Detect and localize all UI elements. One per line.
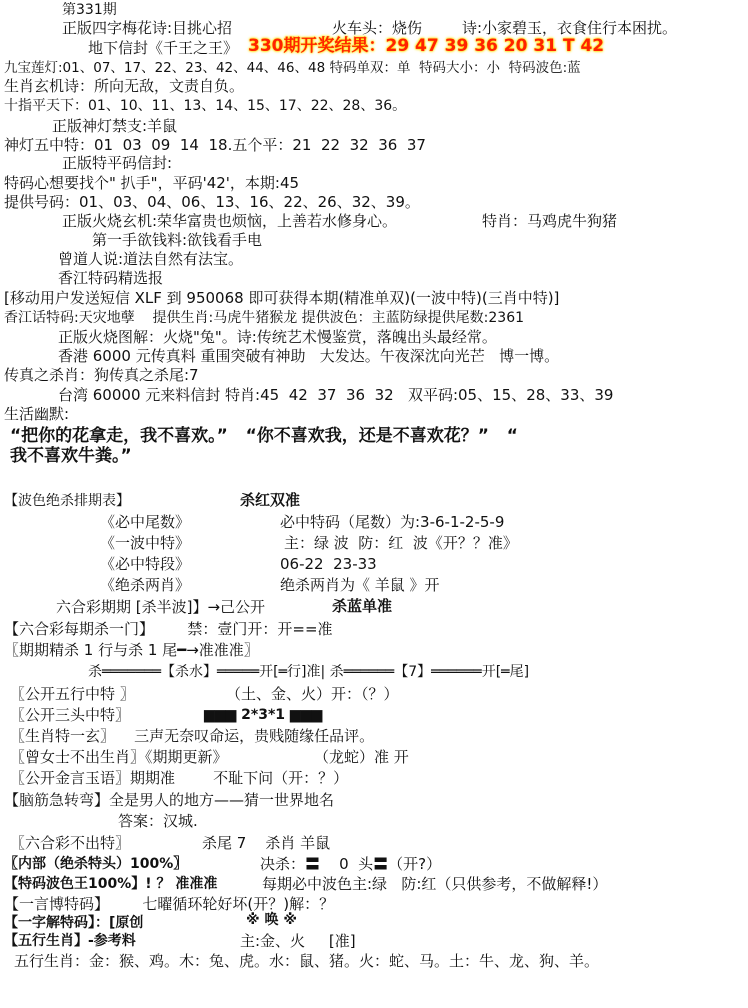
issue-number: 第331期 <box>62 2 117 18</box>
tail-value: 必中特码（尾数）为:3-6-1-2-5-9 <box>280 513 505 531</box>
taiwan-line: 台湾 60000 元来料信封 特肖:45 42 37 36 32 双平码:05、15、28、33、39 <box>58 386 614 404</box>
underground-envelope: 地下信封《千王之王》 <box>88 39 239 57</box>
ten-fingers-line: 十指平天下：01、10、11、13、14、15、17、22、28、36。 <box>4 98 407 114</box>
lamp-five-line: 神灯五中特：01 03 09 14 18.五个平：21 22 32 36 37 <box>4 136 426 154</box>
fax-kill-line: 传真之杀肖：狗传真之杀尾:7 <box>4 366 199 384</box>
kill-one-door: 【六合彩每期杀一门】 禁：壹门开：开==准 <box>4 620 333 638</box>
riddle: 【脑筋急转弯】全是男人的地方——猜一世界地名 <box>4 791 335 809</box>
humor-title: 生活幽默: <box>4 405 70 423</box>
five-zodiac-list: 五行生肖：金：猴、鸡。木：兔、虎。水：鼠、猪。火：蛇、马。土：牛、龙、狗、羊。 <box>14 952 600 970</box>
fire-mystery: 正版火烧玄机:荣华富贵也烦恼，上善若水修身心。 <box>62 212 398 230</box>
zodiac-mystery: 〖生肖特一玄〗 三声无奈叹命运，贵贱随缘任品评。 <box>10 727 375 745</box>
golden-words: 〖公开金言玉语〗期期准 不耻下问（开：？） <box>10 769 349 787</box>
three-heads-value: ▆▆▆ 2*3*1 ▆▆▆ <box>204 707 323 723</box>
sms-notice: [移动用户发送短信 XLF 到 950068 即可获得本期(精准单双)(一波中特)(三肖中特)] <box>4 289 560 307</box>
lotus-lamp-line: 九宝莲灯:01、07、17、22、23、42、44、46、48 特码单双：单 特码大小：小 特码波色:蓝 <box>4 60 581 76</box>
inner-kill-label: 〖内部（绝杀特头）100%〗 <box>4 856 188 872</box>
first-hand-line: 第一手欲钱料:欲钱看手电 <box>92 231 263 249</box>
one-wave-value: 主：绿 波 防：红 波《开？？准》 <box>284 534 518 552</box>
tail-label: 《必中尾数》 <box>100 513 191 531</box>
five-zodiac-main: 主:金、火 [准] <box>240 932 356 950</box>
xiangjiang-line: 香江话特码:天灾地孽 提供生肖:马虎牛猪猴龙 提供波色：主蓝防绿提供尾数:2361 <box>4 310 525 326</box>
ms-zodiac-label: 〖曾女士不出生肖〗《期期更新》 <box>10 748 228 766</box>
five-elements-value: （土、金、火）开：（？） <box>226 685 399 703</box>
five-zodiac-label: 【五行生肖】-参考料 <box>4 933 136 949</box>
kill-element-line: 杀═══════【杀水】═════开[═行]准| 杀══════【7】══════开[═尾] <box>88 664 530 680</box>
five-elements-label: 〖公开五行中特 〗 <box>10 685 135 703</box>
hongkong-report: 香江特码精选报 <box>58 269 164 287</box>
taoist-line: 曾道人说:道法自然有法宝。 <box>58 250 244 268</box>
one-wave-label: 《一波中特》 <box>100 534 191 552</box>
segment-value: 06-22 23-33 <box>280 555 377 573</box>
inner-kill-value: 决杀：〓 0 头〓（开?） <box>260 855 442 873</box>
train-head: 火车头：烧伤 <box>332 19 423 37</box>
humor-quote-1: “把你的花拿走，我不喜欢。” “你不喜欢我，还是不喜欢花？” “ <box>10 426 518 446</box>
no-special-value: 杀尾 7 杀肖 羊鼠 <box>202 834 331 852</box>
one-word-special: 【一言博特码】 七曜循环轮好坏(开？)解：？ <box>4 895 335 913</box>
color-kill-table-title: 【波色绝杀排期表】 <box>4 493 130 509</box>
kill-blue-label: 杀蓝单准 <box>332 597 393 615</box>
one-char-value: ※ 唤 ※ <box>246 912 297 928</box>
provided-numbers: 提供号码：01、03、04、06、13、16、22、26、32、39。 <box>4 193 420 211</box>
special-envelope: 正版特平码信封: <box>62 154 173 172</box>
draw-result: 330期开奖结果：29 47 39 36 20 31 T 42 <box>248 36 605 56</box>
wave-king-value: 每期必中波色主:绿 防:红（只供参考，不做解释!） <box>262 875 608 893</box>
plum-poem: 正版四字梅花诗:目挑心招 <box>62 19 233 37</box>
kill-two-value: 绝杀两肖为《 羊鼠 》开 <box>280 576 440 594</box>
humor-quote-2: 我不喜欢牛粪。” <box>10 446 132 466</box>
half-wave-line: 六合彩期期 [杀半波]】→己公开 <box>56 598 266 616</box>
special-hint-line: 特码心想要找个" 扒手"，平码'42'，本期:45 <box>4 174 300 192</box>
no-special-label: 〖六合彩不出特〗 <box>10 834 131 852</box>
kill-element-title: 〖期期精杀 1 行与杀 1 尾━→准准准〗 <box>4 641 259 659</box>
special-zodiac: 特肖：马鸡虎牛狗猪 <box>482 212 618 230</box>
fire-diagram-line: 正版火烧图解：火烧"兔"。诗:传统艺术慢鉴赏，落魄出头最经常。 <box>58 328 497 346</box>
riddle-answer: 答案：汉城. <box>118 812 198 830</box>
kill-red-label: 杀红双准 <box>240 491 301 509</box>
three-heads-label: 〖公开三头中特〗 <box>10 706 131 724</box>
segment-label: 《必中特段》 <box>100 555 191 573</box>
lamp-ban-line: 正版神灯禁支:羊鼠 <box>52 117 178 135</box>
wave-king-label: 【特码波色王100%】! ？ 准准准 <box>4 876 218 892</box>
ms-zodiac-value: （龙蛇）准 开 <box>314 748 409 766</box>
hk-fax-line: 香港 6000 元传真料 重围突破有神助 大发达。午夜深沈向光芒 博一博。 <box>58 347 560 365</box>
zodiac-poem: 生肖玄机诗：所向无敌，文责自负。 <box>4 77 245 95</box>
poem-line: 诗:小家碧玉，衣食住行本困扰。 <box>462 19 678 37</box>
one-char-label: 【一字解特码】：[原创 <box>4 915 144 931</box>
kill-two-label: 《绝杀两肖》 <box>100 576 191 594</box>
